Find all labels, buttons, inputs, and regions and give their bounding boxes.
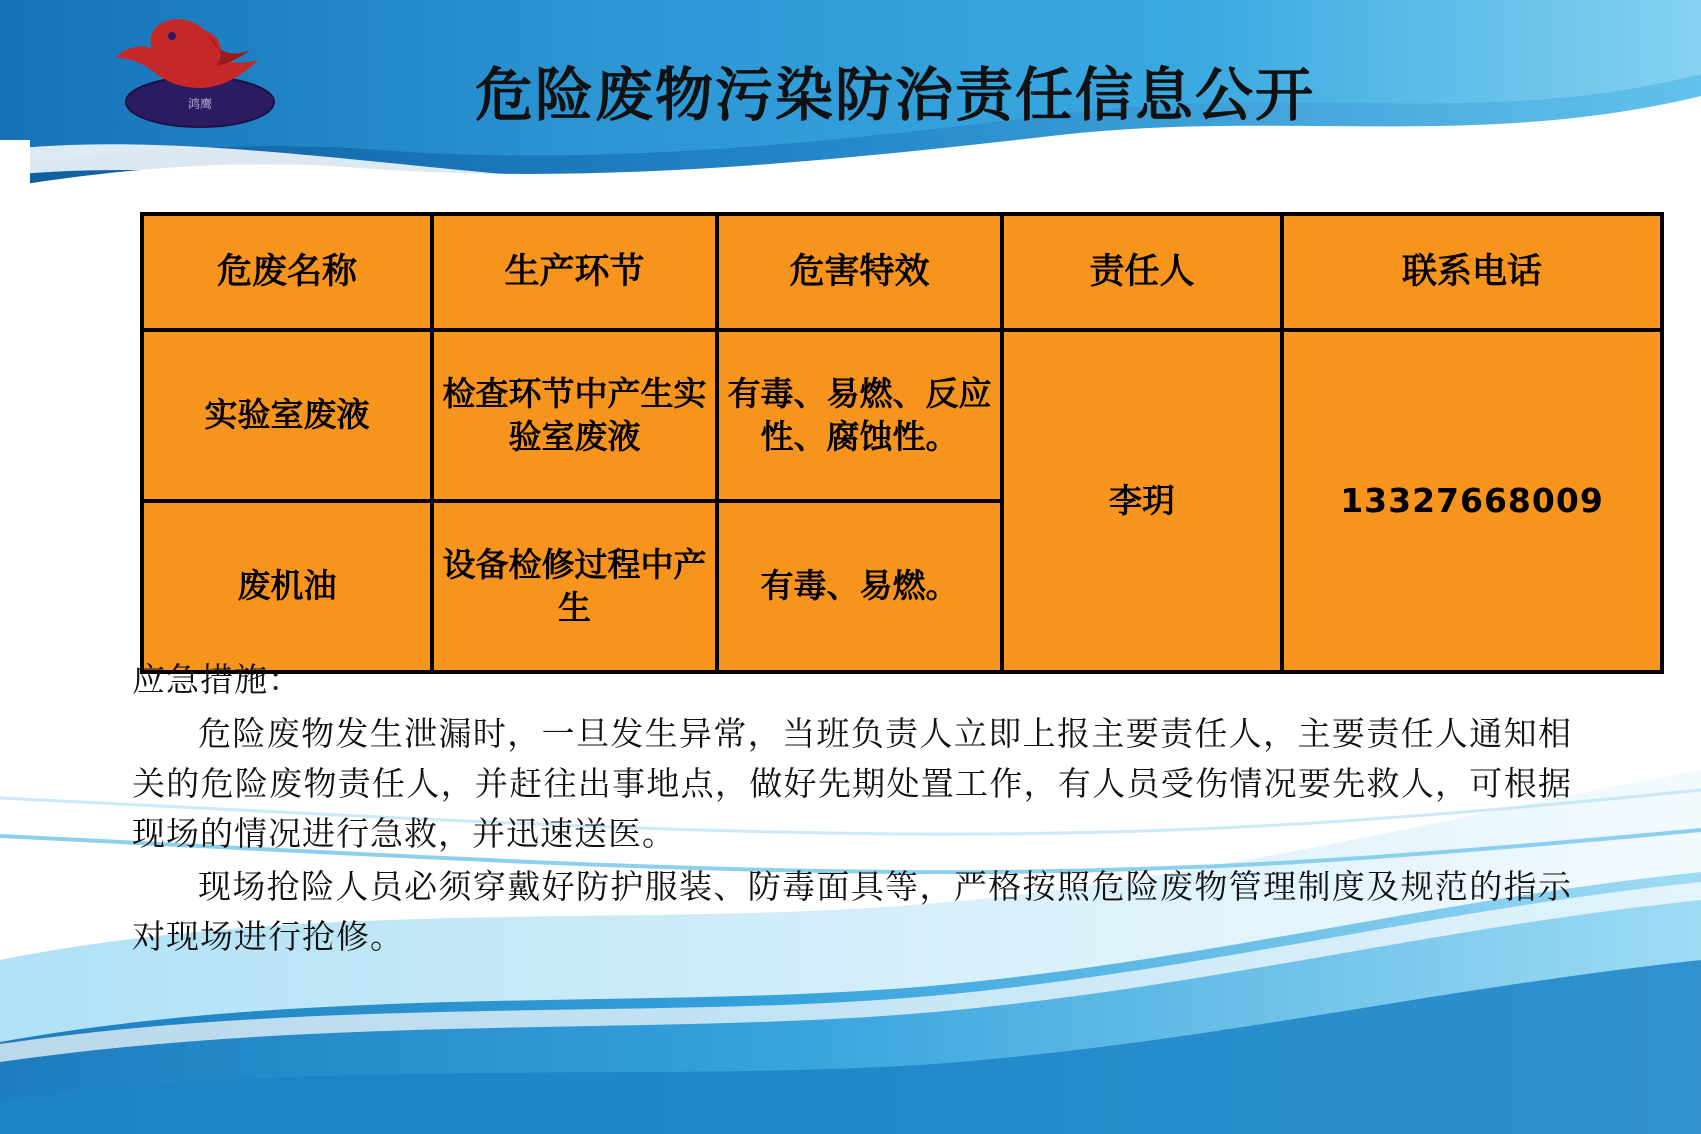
col-header-responsible-person: 责任人 bbox=[1002, 214, 1282, 330]
waste-info-table-wrapper bbox=[140, 212, 1604, 674]
table-header-row bbox=[142, 214, 1662, 330]
emergency-paragraph-2: 现场抢险人员必须穿戴好防护服装、防毒面具等，严格按照危险废物管理制度及规范的指示对现场进行抢修。 bbox=[132, 866, 1572, 956]
cell-waste-name-1: 实验室废液 bbox=[142, 330, 432, 501]
col-header-contact-phone: 联系电话 bbox=[1282, 214, 1662, 330]
cell-contact-phone: 13327668009 bbox=[1282, 330, 1662, 672]
emergency-paragraph-1: 危险废物发生泄漏时，一旦发生异常，当班负责人立即上报主要责任人，主要责任人通知相关的危险废物责任人，并赶往出事地点，做好先期处置工作，有人员受伤情况要先救人，可根据现场的情况进行急救，并迅速送医。 bbox=[132, 714, 1572, 854]
col-header-hazard: 危害特效 bbox=[717, 214, 1002, 330]
emergency-measures-heading: 应急措施： bbox=[132, 660, 302, 699]
cell-responsible-person: 李玥 bbox=[1002, 330, 1282, 672]
col-header-production-stage: 生产环节 bbox=[432, 214, 717, 330]
header bbox=[0, 0, 1701, 175]
emergency-measures-section bbox=[132, 655, 1572, 962]
cell-hazard-1: 有毒、易燃、反应性、腐蚀性。 bbox=[717, 330, 1002, 501]
cell-production-stage-2: 设备检修过程中产生 bbox=[432, 501, 717, 672]
waste-info-table bbox=[140, 212, 1664, 674]
table-row bbox=[142, 330, 1662, 501]
cell-production-stage-1: 检查环节中产生实验室废液 bbox=[432, 330, 717, 501]
eagle-logo-icon bbox=[108, 14, 293, 129]
col-header-waste-name: 危废名称 bbox=[142, 214, 432, 330]
page-title: 危险废物污染防治责任信息公开 bbox=[474, 61, 1315, 129]
cell-hazard-2: 有毒、易燃。 bbox=[717, 501, 1002, 672]
cell-waste-name-2: 废机油 bbox=[142, 501, 432, 672]
svg-text:鸿鹰: 鸿鹰 bbox=[187, 97, 213, 111]
